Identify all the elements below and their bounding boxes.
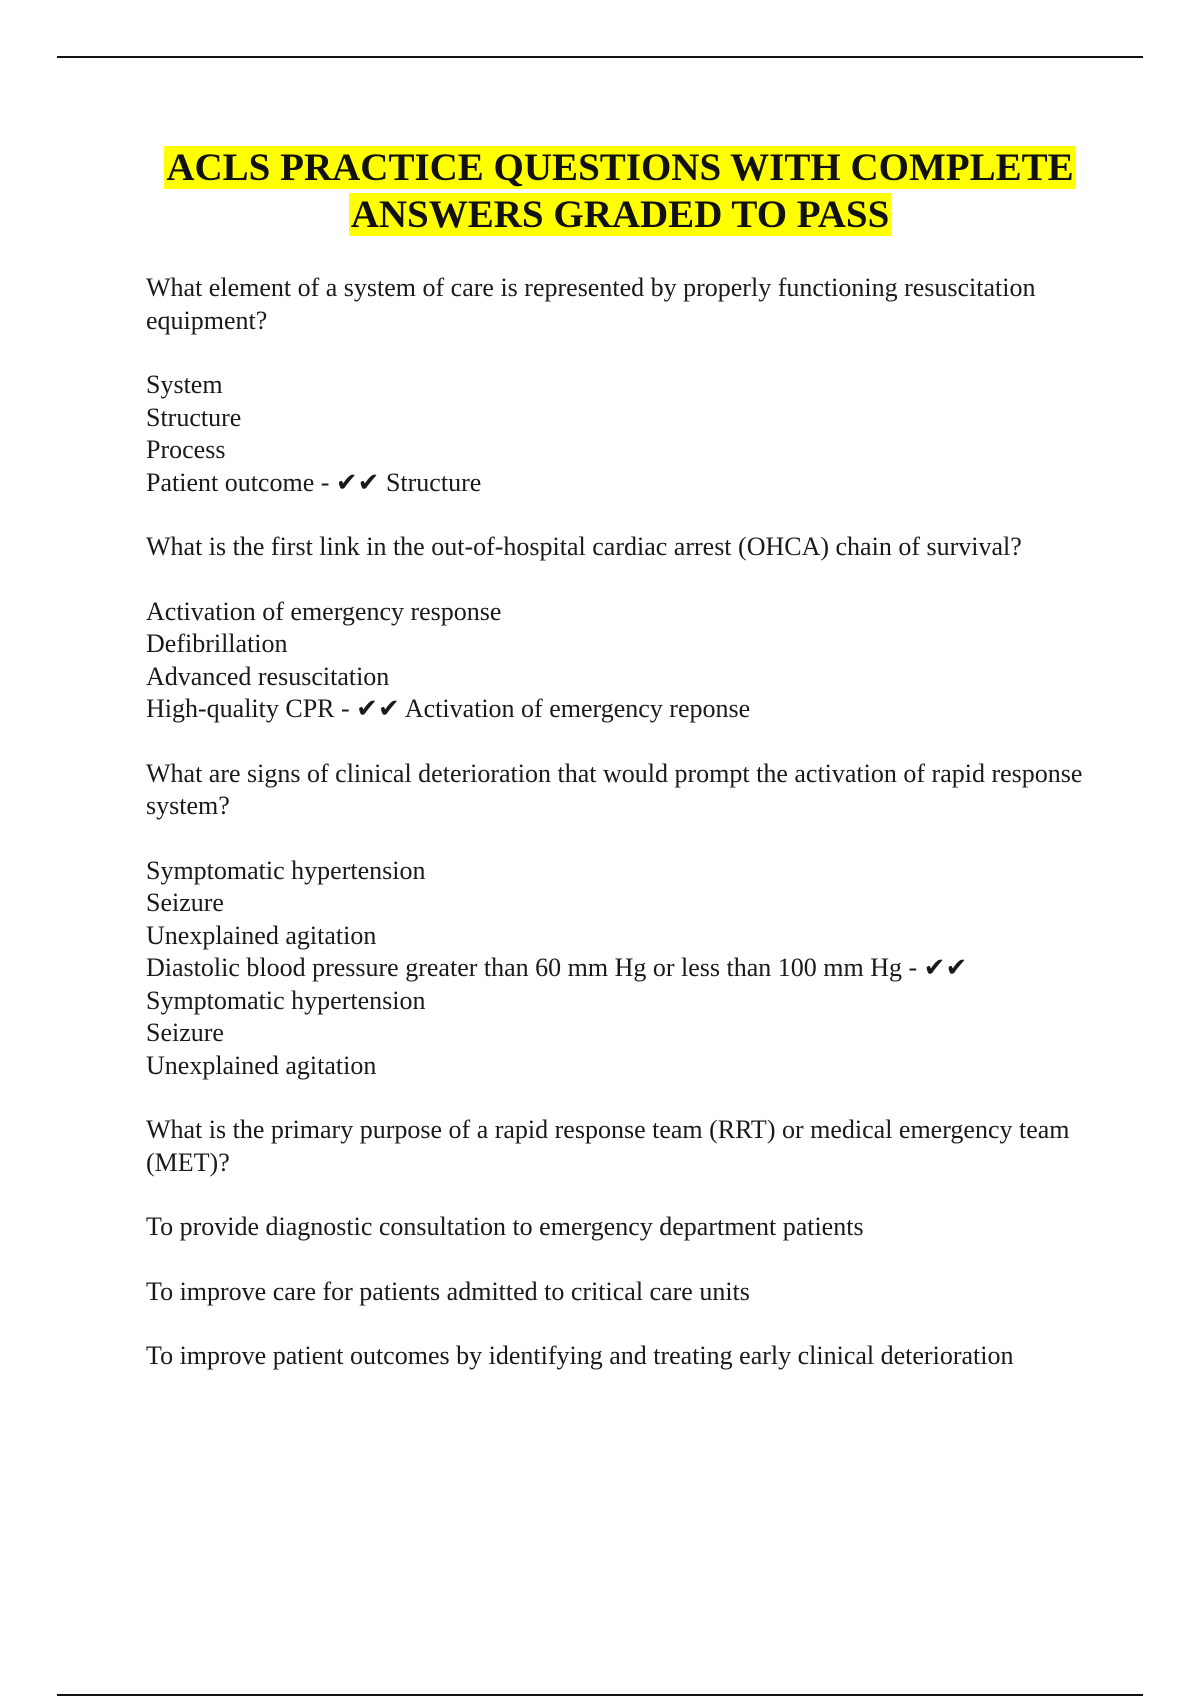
- question-1-options: [146, 369, 1106, 499]
- option-line: Process: [146, 435, 226, 464]
- question-4-answer-3: To improve patient outcomes by identifying and treating early clinical deterioration: [146, 1341, 1014, 1370]
- option-line: Defibrillation: [146, 629, 288, 658]
- title-line-1: ACLS PRACTICE QUESTIONS WITH COMPLETE: [166, 146, 1074, 189]
- question-2-options: [146, 596, 1106, 726]
- option-line: Activation of emergency response: [146, 596, 502, 626]
- question-2-text: What is the first link in the out-of-hospital cardiac arrest (OHCA) chain of survival?: [146, 532, 1022, 561]
- option-line: Symptomatic hypertension: [146, 855, 426, 885]
- answer-line: Symptomatic hypertension: [146, 985, 426, 1015]
- title-line-2: ANSWERS GRADED TO PASS: [350, 193, 890, 236]
- footer-rule: [57, 1694, 1143, 1696]
- option-line: Structure: [146, 402, 242, 432]
- answer-line: Patient outcome - ✔✔ Structure: [146, 467, 482, 497]
- document-title: [140, 144, 1100, 238]
- option-line: Seizure: [146, 888, 224, 917]
- option-line: Diastolic blood pressure greater than 60 mm Hg or less than 100 mm Hg - ✔✔: [146, 953, 968, 982]
- option-line: Advanced resuscitation: [146, 661, 390, 691]
- answer-line: High-quality CPR - ✔✔ Activation of emergency reponse: [146, 694, 751, 723]
- question-4-answer-1: To provide diagnostic consultation to emergency department patients: [146, 1212, 864, 1241]
- question-4-answer-2: To improve care for patients admitted to critical care units: [146, 1276, 750, 1306]
- answer-line: Unexplained agitation: [146, 1050, 377, 1080]
- document-body: [146, 272, 1106, 1405]
- header-rule: [57, 56, 1143, 58]
- question-3-text: What are signs of clinical deterioration that would prompt the activation of rapid response system?: [146, 758, 1083, 820]
- question-3-options: [146, 855, 1106, 1083]
- question-1-text: What element of a system of care is represented by properly functioning resuscitation equipment?: [146, 273, 1036, 335]
- option-line: Unexplained agitation: [146, 920, 377, 950]
- option-line: System: [146, 370, 223, 399]
- question-4-text: What is the primary purpose of a rapid response team (RRT) or medical emergency team (MET)?: [146, 1115, 1070, 1177]
- answer-line: Seizure: [146, 1018, 224, 1047]
